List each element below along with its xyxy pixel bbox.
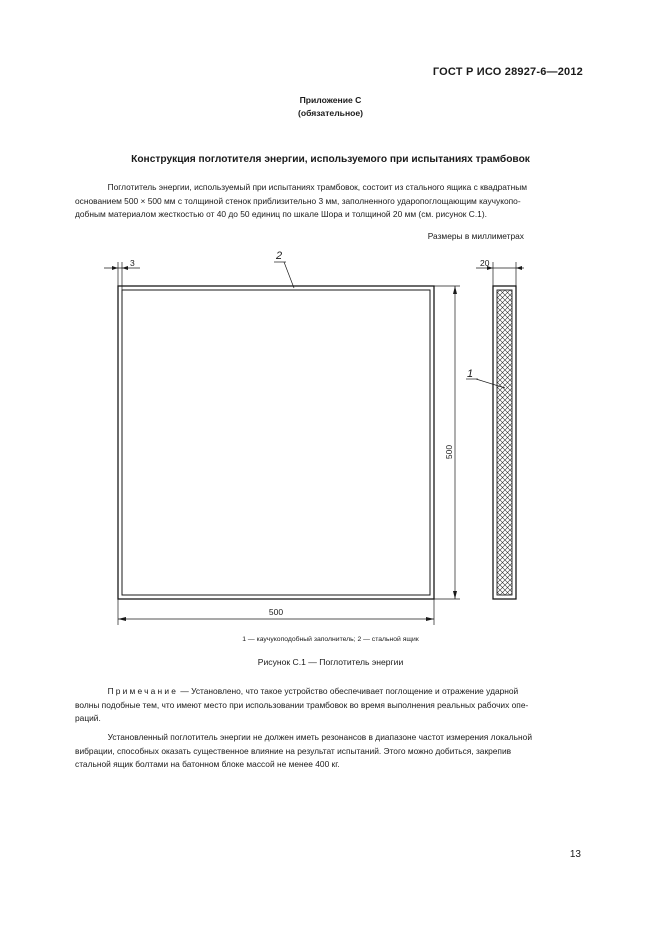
- page-number: 13: [569, 849, 581, 860]
- note-label: Примечание: [107, 686, 179, 696]
- box-inner-outline: [122, 290, 430, 595]
- box-outer-outline: [118, 286, 434, 599]
- label-1: 1: [467, 368, 474, 380]
- note-line-1: — Установлено, что такое устройство обеспечивает поглощение и отражение ударной: [178, 686, 519, 696]
- note-line-3: раций.: [75, 713, 101, 723]
- dimensions-note: Размеры в миллиметрах: [427, 231, 524, 241]
- paragraph-3-line-1: Установленный поглотитель энергии не должен иметь резонансов в диапазоне частот измерения локальной: [107, 732, 532, 742]
- paragraph-1-line-2: основанием 500 × 500 мм с толщиной стенок приблизительно 3 мм, заполненного ударопоглощающим каучукопо-: [75, 195, 521, 206]
- figure-legend: 1 — каучукоподобный заполнитель; 2 — стальной ящик: [242, 636, 419, 643]
- document-id: ГОСТ Р ИСО 28927-6—2012: [432, 66, 583, 78]
- paragraph-1-line-3: добным материалом жесткостью от 40 до 50 единиц по шкале Шора и толщиной 20 мм (см. рисунок С.1).: [75, 209, 487, 219]
- side-view-filler: [497, 290, 512, 595]
- dim-height-label: 500: [444, 444, 454, 460]
- paragraph-3-line-2: вибрации, способных оказать существенное влияние на результат испытаний. Этого можно добиться, закрепив: [75, 745, 512, 756]
- label-2: 2: [276, 250, 283, 262]
- dim-wall-label: 3: [130, 258, 135, 268]
- dim-width-label: 500: [268, 607, 284, 617]
- annex-title: Приложение С: [299, 95, 362, 105]
- dim-depth-label: 20: [480, 258, 490, 268]
- annex-subtitle: (обязательное): [297, 108, 364, 118]
- note-paragraph: [75, 685, 583, 726]
- section-title: Конструкция поглотителя энергии, используемого при испытаниях трамбовок: [131, 154, 530, 165]
- paragraph-1-line-1: Поглотитель энергии, используемый при испытаниях трамбовок, состоит из стального ящика с квадратным: [107, 182, 528, 192]
- figure-caption: Рисунок С.1 — Поглотитель энергии: [257, 657, 404, 667]
- paragraph-3: [75, 731, 583, 772]
- note-line-2: волны подобные тем, что имеют место при использовании трамбовок во время выполнения реальных рабочих опе-: [75, 699, 529, 710]
- paragraph-3-line-3: стальной ящик болтами на батонном блоке массой не менее 400 кг.: [75, 759, 340, 769]
